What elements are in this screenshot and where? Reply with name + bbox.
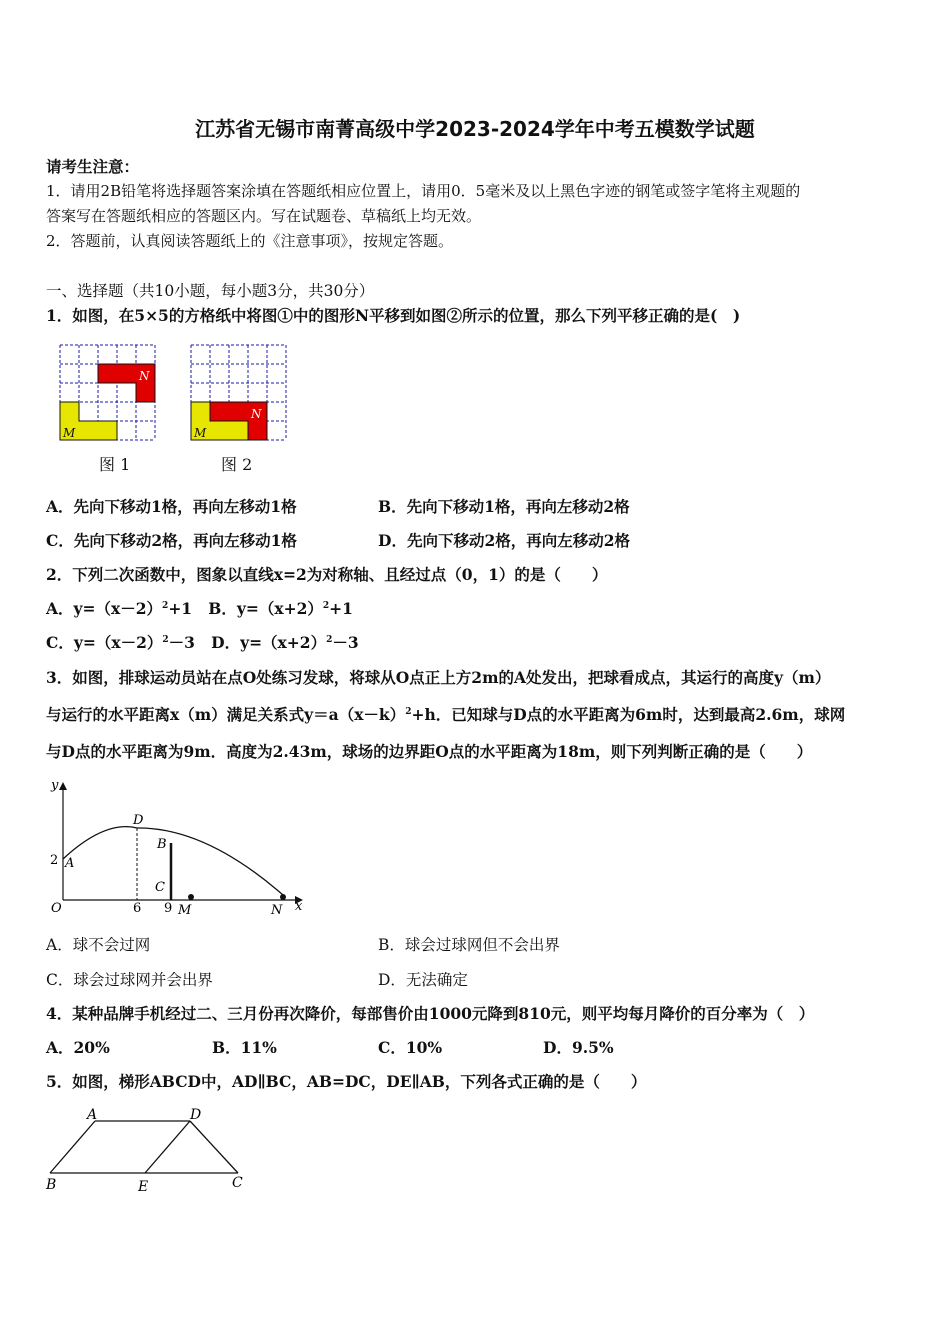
q2-option-d-post: －3 [332,633,359,652]
q2-option-b-exp: 2 [322,600,330,611]
q4-option-d: D．9.5% [543,1038,614,1057]
label-b: B [157,837,167,852]
fig2-label-m: M [194,426,207,440]
notice-line-1a: 1．请用2B铅笔将选择题答案涂填在答题纸相应位置上，请用0．5毫米及以上黑色字迹的钢笔或签字笔将主观题的 [46,182,801,200]
y-axis-arrow [59,782,67,790]
q3-line-2 [46,703,845,725]
label-nine: 9 [164,901,173,916]
q4-stem: 4．某种品牌手机经过二、三月份再次降价，每部售价由1000元降到810元，则平均每月降价的百分率为（ ） [46,1004,815,1023]
q3-option-a: A．球不会过网 [46,936,151,954]
q3-line-2-pre: 与运行的水平距离x（m）满足关系式y＝a（x－k） [46,705,406,724]
q1-option-b: B．先向下移动1格，再向左移动2格 [378,497,630,516]
fig1-label-n: N [139,369,150,383]
q3-option-c: C．球会过球网并会出界 [46,971,213,989]
q2-option-d-pre: D．y=（x+2） [211,633,327,652]
q2-options-ab [46,597,353,619]
point-m [188,894,194,900]
section-heading: 一、选择题（共10小题，每小题3分，共30分） [46,282,375,300]
q1-option-d: D．先向下移动2格，再向左移动2格 [378,531,631,550]
q4-option-b: B．11% [212,1038,277,1057]
fig2-label-n: N [251,407,262,421]
q2-option-c-pre: C．y=（x－2） [46,633,163,652]
q2-option-a-pre: A．y=（x－2） [46,599,163,618]
q1-option-a: A．先向下移动1格，再向左移动1格 [46,497,297,516]
notice-line-1b: 答案写在答题纸相应的答题区内。写在试题卷、草稿纸上均无效。 [46,207,482,225]
label-d: D [190,1107,202,1123]
q3-line-3: 与D点的水平距离为9m．高度为2.43m，球场的边界距O点的水平距离为18m，则下列判断正确的是（ ） [46,742,813,761]
page-title: 江苏省无锡市南菁高级中学2023-2024学年中考五模数学试题 [195,117,755,141]
fig1-label-m: M [63,426,76,440]
q2-option-b-pre: B．y=（x+2） [208,599,323,618]
q2-option-d-exp: 2 [326,634,333,645]
q3-line-1: 3．如图，排球运动员站在点O处练习发球，将球从O点正上方2m的A处发出，把球看成点，其运行的高度y（m） [46,668,831,687]
q2-options-cd [46,631,359,653]
q3-option-d: D．无法确定 [378,971,468,989]
q2-stem: 2．下列二次函数中，图象以直线x=2为对称轴、且经过点（0，1）的是（ ） [46,565,608,584]
q5-stem: 5．如图，梯形ABCD中，AD∥BC，AB=DC，DE∥AB，下列各式正确的是（ ） [46,1072,647,1091]
q2-option-c-exp: 2 [162,634,169,645]
q5-trapezoid [42,1103,252,1198]
segment-dc [190,1121,238,1173]
label-c: C [155,880,165,895]
label-a: A [65,856,75,871]
q2-option-b-post: +1 [329,599,353,618]
label-d: D [133,813,144,828]
q2-option-a-exp: 2 [162,600,169,611]
label-m: M [178,903,192,918]
label-six: 6 [133,901,142,916]
label-c: C [232,1175,243,1191]
segment-ab [50,1121,95,1173]
label-x: x [295,899,303,914]
q3-graph [45,775,310,920]
notice-line-2: 2．答题前，认真阅读答题纸上的《注意事项》，按规定答题。 [46,232,454,250]
label-o: O [51,901,62,916]
q1-stem: 1．如图，在5×5的方格纸中将图①中的图形N平移到如图②所示的位置，那么下列平移正确的是( ) [46,306,741,325]
segment-de [145,1121,190,1173]
trajectory-curve [63,827,283,895]
label-two: 2 [50,853,59,868]
label-e: E [138,1179,149,1195]
q3-option-b: B．球会过球网但不会出界 [378,936,560,954]
fig2-caption: 图 2 [221,455,253,474]
fig1-caption: 图 1 [99,455,131,474]
label-b: B [46,1177,57,1193]
q1-option-c: C．先向下移动2格，再向左移动1格 [46,531,297,550]
label-y: y [51,778,59,793]
q3-line-2-post: +h．已知球与D点的水平距离为6m时，达到最高2.6m，球网 [411,705,846,724]
q2-option-a-post: +1 [168,599,193,618]
point-n [280,894,286,900]
q1-figures [55,340,300,480]
notice-heading: 请考生注意： [46,157,140,176]
label-n: N [271,903,283,918]
q3-line-2-exp: 2 [405,706,412,717]
q4-option-a: A．20% [46,1038,110,1057]
q4-option-c: C．10% [378,1038,443,1057]
q2-option-c-post: －3 [168,633,195,652]
label-a: A [87,1107,98,1123]
